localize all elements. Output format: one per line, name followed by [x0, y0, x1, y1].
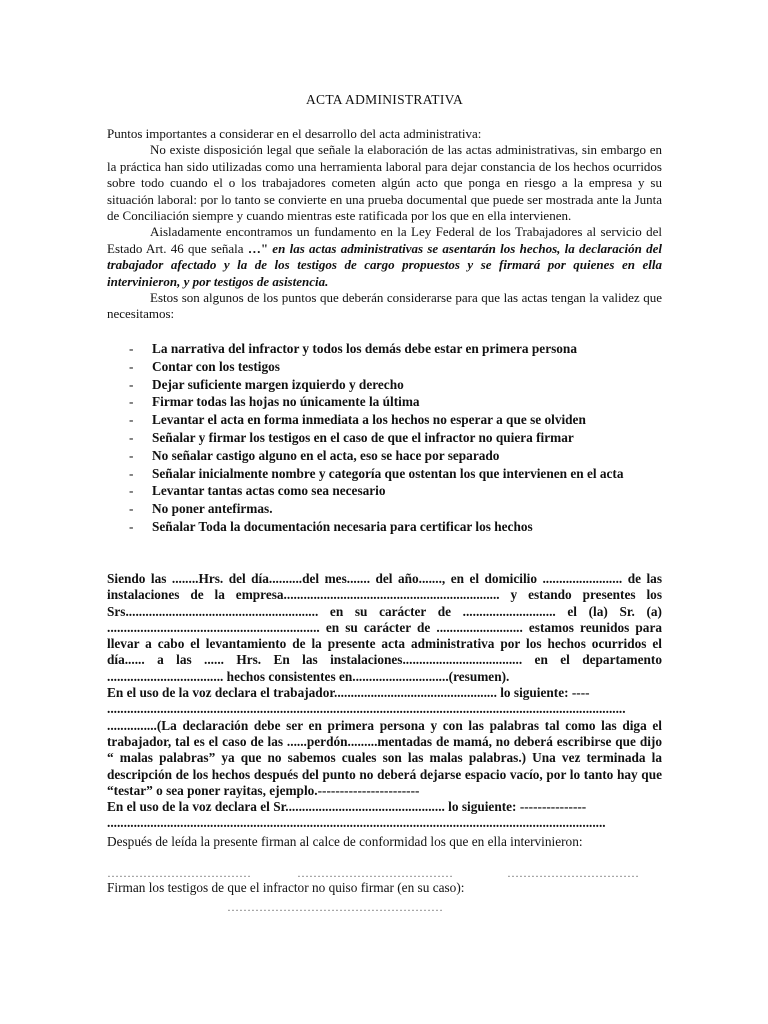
second-statement-line: En el uso de la voz declara el Sr................................................ lo siguiente: --------------- — [107, 799, 587, 815]
list-item — [107, 393, 662, 411]
list-dash: - — [129, 518, 134, 534]
acta-template-section — [107, 571, 662, 832]
list-item-text: No señalar castigo alguno en el acta, eso se hace por separado — [152, 447, 500, 463]
list-item-text: No poner antefirmas. — [152, 501, 273, 517]
document-title: ACTA ADMINISTRATIVA — [305, 92, 463, 107]
intro-paragraph-1: No existe disposición legal que señale la elaboración de las actas administrativas, sin embargo en la práctica han sido utilizadas como una herramienta laboral para dejar constancia de los hechos ocurridos sobre todo cuando el o los trabajadores cometen algún acto que ponga en riesgo a la empresa y su situación laboral: por lo tanto se convierte en una prueba documental que puede ser mostrada ante la Junta de Conciliación siempre y cuando mientras este ratificada por los que en ella intervienen. — [107, 142, 662, 224]
list-dash: - — [129, 376, 134, 392]
list-item-text: Señalar Toda la documentación necesaria para certificar los hechos — [152, 518, 533, 534]
list-dash: - — [129, 429, 134, 445]
list-item — [107, 447, 662, 465]
list-item — [107, 429, 662, 447]
signature-line: …………………………… — [507, 866, 639, 880]
signature-line: ……………………………… — [107, 866, 251, 880]
list-item-text: Señalar inicialmente nombre y categoría que ostentan los que intervienen en el acta — [152, 465, 624, 481]
signature-line: ……………………………………………… — [227, 900, 443, 914]
second-statement-dots: ...................................................................................................................................................... — [107, 815, 606, 831]
list-item-text: Señalar y firmar los testigos en el caso de que el infractor no quiera firmar — [152, 429, 574, 445]
intro-paragraph-2-text: Aisladamente encontramos un fundamento en la Ley Federal de los Trabajadores al servicio del Estado Art. 46 que señala — [107, 224, 662, 256]
intro-paragraph-3: Estos son algunos de los puntos que deberán considerarse para que las actas tengan la validez que necesitamos: — [107, 290, 662, 322]
intro-paragraph-2-quote: …" — [247, 240, 269, 256]
intro-lead: Puntos importantes a considerar en el desarrollo del acta administrativa: — [107, 126, 482, 141]
closing-signatures-text: Después de leída la presente firman al calce de conformidad los que en ella intervinieron: — [107, 834, 583, 849]
list-item-text: Levantar el acta en forma inmediata a los hechos no esperar a que se olviden — [152, 412, 586, 428]
list-dash: - — [129, 501, 134, 517]
witnesses-text: Firman los testigos de que el infractor no quiso firmar (en su caso): — [107, 880, 465, 895]
worker-statement-line: En el uso de la voz declara el trabajador................................................. lo siguiente: ---- — [107, 685, 590, 701]
document-page — [107, 0, 662, 1024]
intro-section — [107, 126, 662, 323]
list-dash: - — [129, 465, 134, 481]
list-item-text: Firmar todas las hojas no únicamente la última — [152, 394, 420, 410]
list-item — [107, 358, 662, 376]
list-item-text: Dejar suficiente margen izquierdo y derecho — [152, 376, 404, 392]
list-dash: - — [129, 483, 134, 499]
list-item — [107, 500, 662, 518]
list-dash: - — [129, 358, 134, 374]
template-opening-paragraph: Siendo las ........Hrs. del día..........del mes....... del año......., en el domicilio ........................ de las instalaciones de la empresa................................................................. y estando presentes los Srs.......................................................... en su carácter de ............................ el (la) Sr. (a) ................................................................ en su carácter de .......................... estamos reunidos para llevar a cabo el levantamiento de la presente acta administrativa por los hechos ocurridos el día...... a las ...... Hrs. En las instalaciones.................................... en el departamento ................................... hechos consistentes en.............................(resumen). — [107, 571, 662, 684]
list-item — [107, 482, 662, 500]
list-dash: - — [129, 412, 134, 428]
worker-statement-dots: ............................................................................................................................................................ — [107, 701, 626, 717]
intro-paragraph-2 — [107, 224, 662, 290]
statement-instructions: ...............(La declaración debe ser en primera persona y con las palabras tal como las diga el trabajador, tal es el caso de las ......perdón.........mentadas de mamá, no deberá escribirse que dijo “ malas palabras” ya que no sabemos cuales son las malas palabras.) Una vez terminada la descripción de los hechos después del punto no deberá dejarse espacio vacío, por lo tanto hay que “testar” o sea poner rayitas, ejemplo.----------------------- — [107, 717, 662, 798]
requirements-list — [107, 340, 662, 536]
list-item — [107, 465, 662, 483]
list-item-text: Levantar tantas actas como sea necesario — [152, 483, 386, 499]
list-item — [107, 518, 662, 536]
list-item — [107, 411, 662, 429]
intro-paragraph-2-citation: en las actas administrativas se asentarán los hechos, la declaración del trabajador afectado y la de los testigos de cargo propuestos y se firmará por quienes en ella intervinieron, y por testigos de asistencia. — [107, 240, 663, 289]
list-dash: - — [129, 341, 134, 356]
list-dash: - — [129, 394, 134, 410]
signature-line: ………………………………… — [297, 866, 453, 880]
list-item-text: Contar con los testigos — [152, 358, 280, 374]
list-item-text: La narrativa del infractor y todos los demás debe estar en primera persona — [152, 341, 577, 356]
list-dash: - — [129, 447, 134, 463]
list-item — [107, 376, 662, 394]
list-item — [107, 340, 662, 358]
